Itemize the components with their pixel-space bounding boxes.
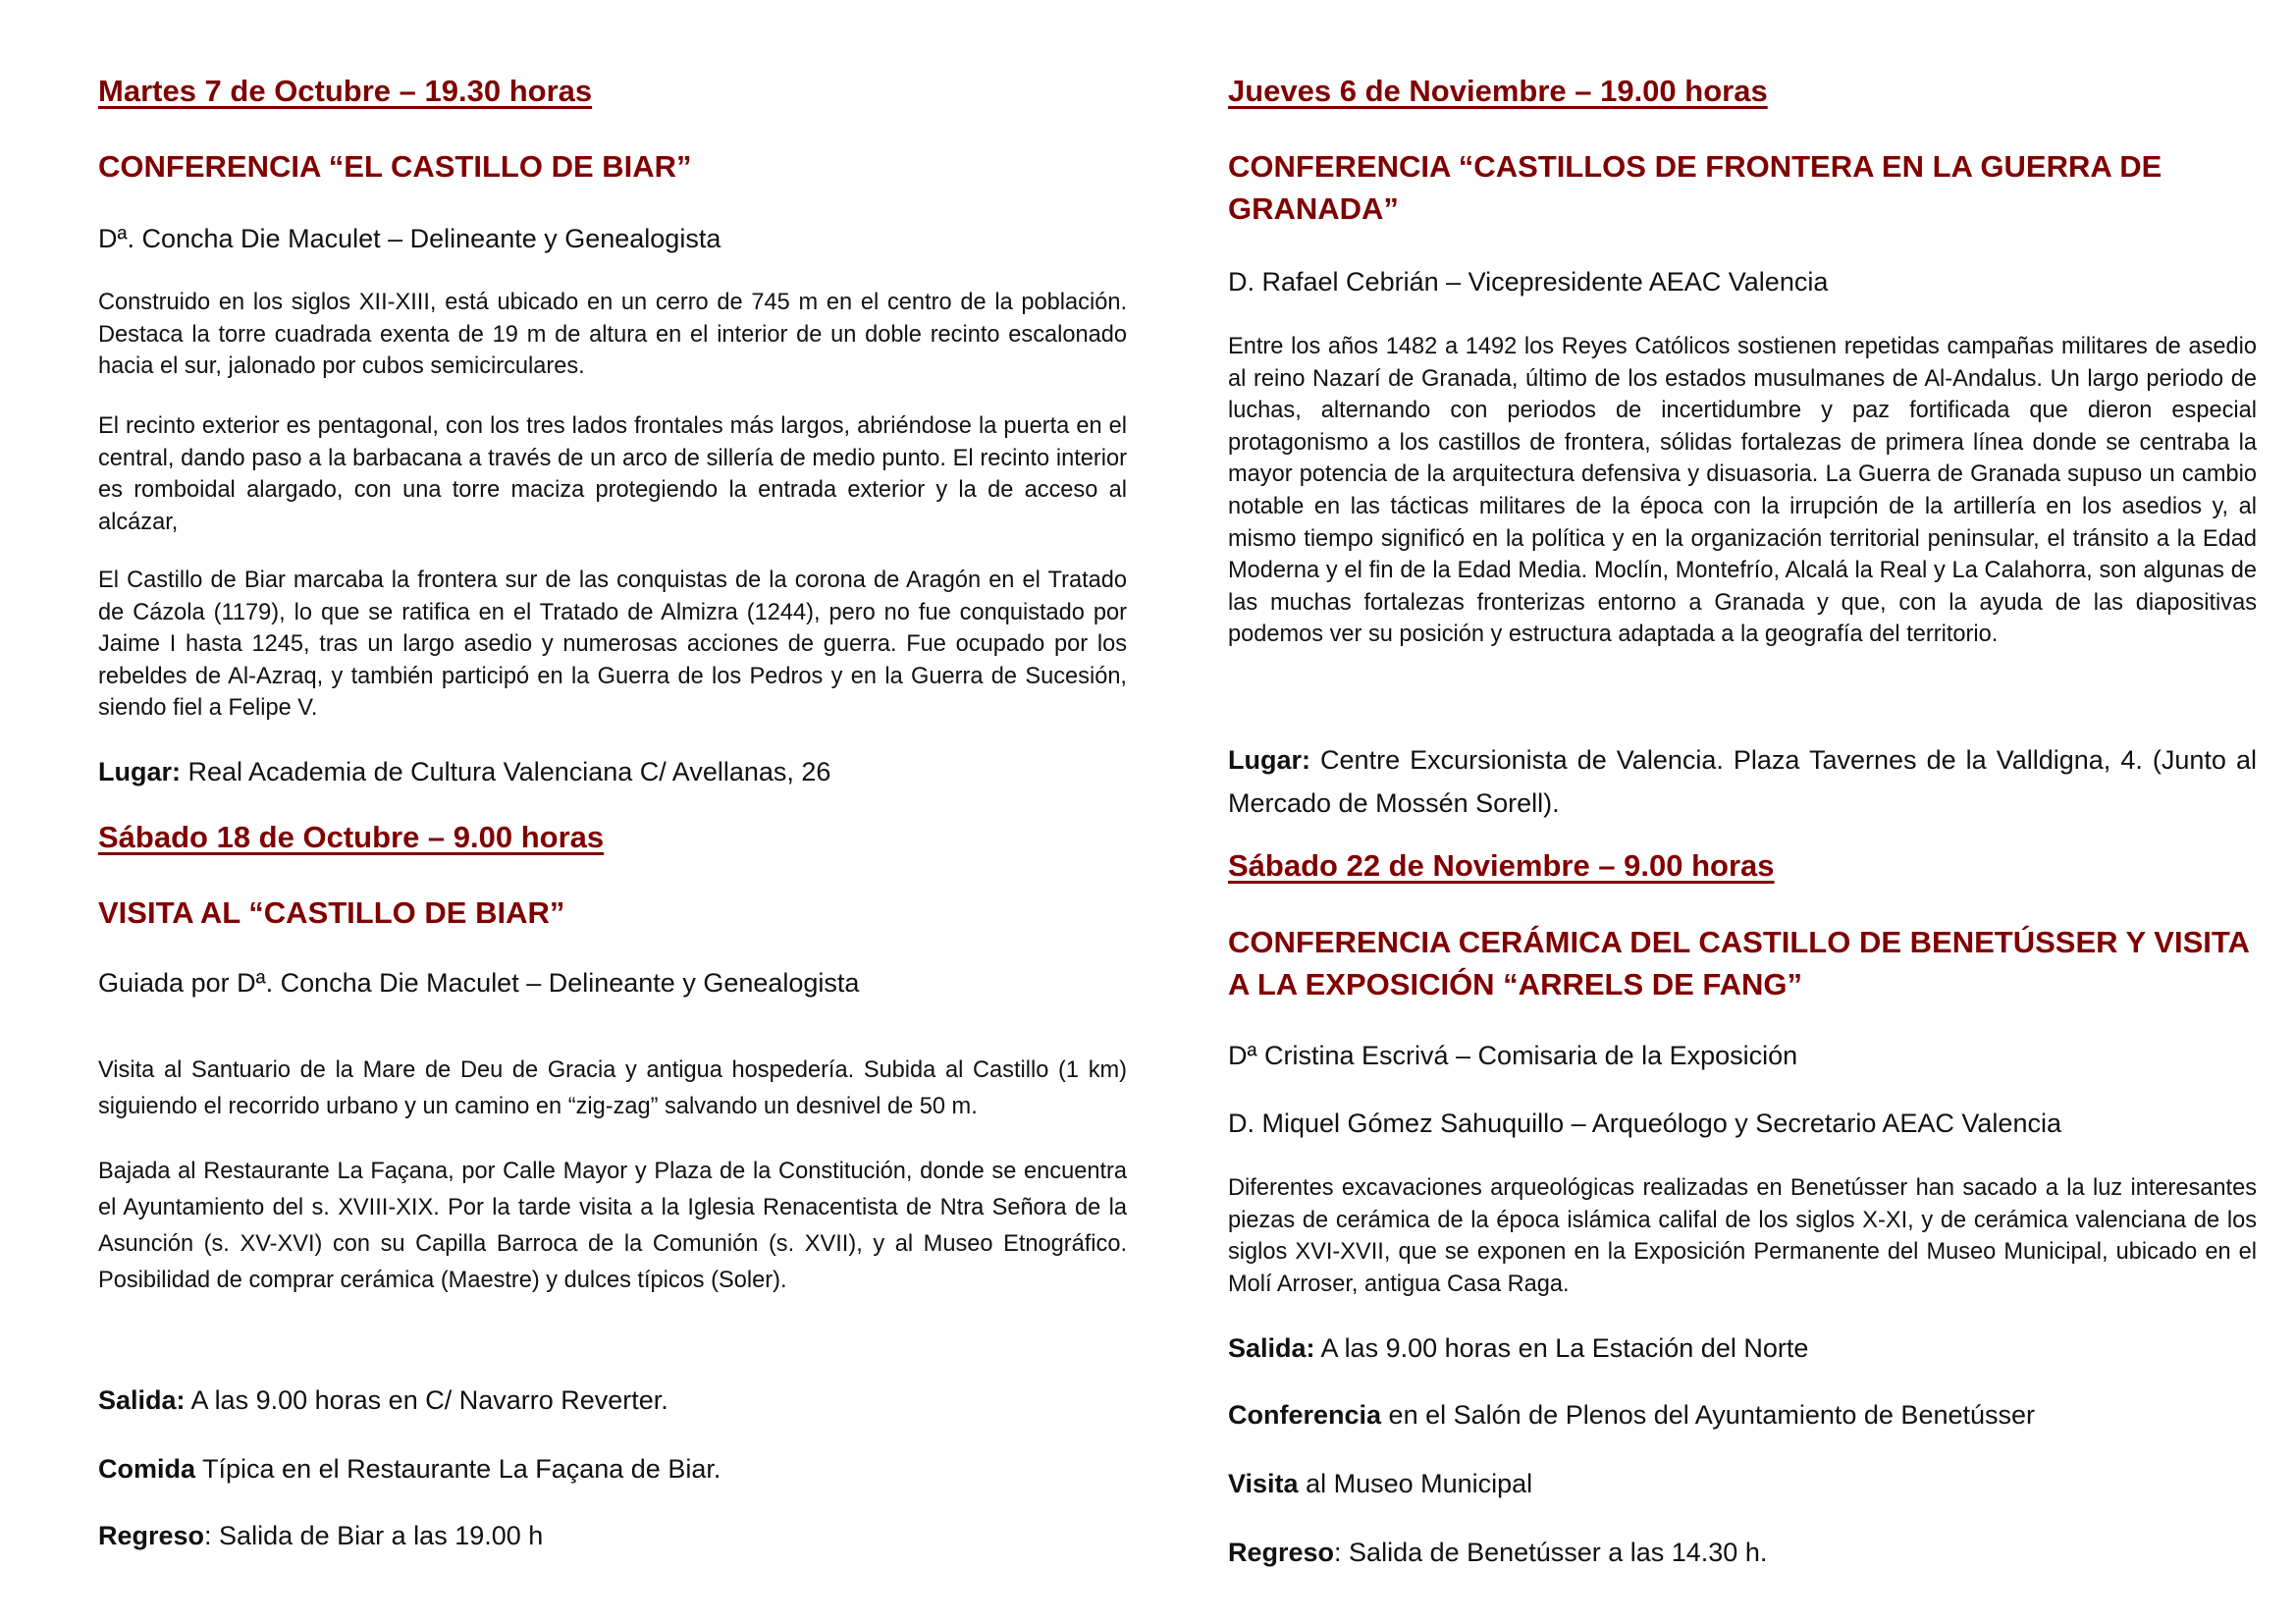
event-departure: [98, 1379, 1127, 1422]
return-label: Regreso: [98, 1521, 205, 1550]
event-title: CONFERENCIA “EL CASTILLO DE BIAR”: [98, 149, 692, 184]
return-label: Regreso: [1228, 1538, 1335, 1567]
event-paragraph: El Castillo de Biar marcaba la frontera sur de las conquistas de la corona de Aragón en el Tratado de Cázola (1179), lo que se ratifica en el Tratado de Almizra (1244), pero no fue conquistado por Jaime I hasta 1245, tras un largo asedio y numerosas acciones de guerra. Fue ocupado por los rebeldes de Al-Azraq, y también participó en la Guerra de los Pedros y en la Guerra de Sucesión, siendo fiel a Felipe V.: [98, 568, 1127, 722]
return-value: : Salida de Benetússer a las 14.30 h.: [1334, 1538, 1768, 1567]
event-date: Sábado 18 de Octubre – 9.00 horas: [98, 820, 605, 854]
event-speaker: Dª. Concha Die Maculet – Delineante y Genealogista: [98, 224, 721, 253]
event-paragraph: Bajada al Restaurante La Façana, por Calle Mayor y Plaza de la Constitución, donde se encuentra el Ayuntamiento del s. XVIII-XIX. Por la tarde visita a la Iglesia Renacentista de Ntra Señora de la Asunción (s. XV-XVI) con su Capilla Barroca de la Comunión (s. XVII), y al Museo Etnográfico. Posibilidad de comprar cerámica (Maestre) y dulces típicos (Soler).: [98, 1159, 1127, 1293]
event-title: CONFERENCIA CERÁMICA DEL CASTILLO DE BENETÚSSER Y VISITA A LA EXPOSICIÓN “ARRELS DE FANG”: [1228, 925, 2249, 1001]
event-title: VISITA AL “CASTILLO DE BIAR”: [98, 895, 565, 930]
event-date: Jueves 6 de Noviembre – 19.00 horas: [1228, 74, 1768, 108]
event-location: [98, 750, 1127, 793]
departure-label: Salida:: [98, 1385, 186, 1415]
event-departure: [1228, 1326, 2257, 1370]
event-speaker: D. Miquel Gómez Sahuquillo – Arqueólogo y Secretario AEAC Valencia: [1228, 1109, 2061, 1138]
event-guide: Guiada por Dª. Concha Die Maculet – Delineante y Genealogista: [98, 968, 860, 998]
event-paragraph: Visita al Santuario de la Mare de Deu de Gracia y antigua hospedería. Subida al Castillo (1 km) siguiendo el recorrido urbano y un camino en “zig-zag” salvando un desnivel de 50 m.: [98, 1057, 1127, 1119]
departure-value: A las 9.00 horas en C/ Navarro Reverter.: [185, 1385, 668, 1415]
return-value: : Salida de Biar a las 19.00 h: [204, 1521, 544, 1550]
event-location: [1228, 738, 2257, 825]
departure-value: A las 9.00 horas en La Estación del Norte: [1314, 1333, 1809, 1363]
event-return: [1228, 1531, 2257, 1574]
location-value: Centre Excursionista de Valencia. Plaza Tavernes de la Valldigna, 4. (Junto al Mercado de Mossén Sorell).: [1228, 745, 2257, 818]
event-date: Martes 7 de Octubre – 19.30 horas: [98, 74, 593, 108]
conference-value: en el Salón de Plenos del Ayuntamiento de Benetússer: [1381, 1400, 2036, 1430]
event-meal: [98, 1447, 1127, 1490]
event-paragraph: Entre los años 1482 a 1492 los Reyes Católicos sostienen repetidas campañas militares de asedio al reino Nazarí de Granada, último de los estados musulmanes de Al-Andalus. Un largo periodo de luchas, alternando con periodos de incertidumbre y paz fortificada que dieron especial protagonismo a los castillos de frontera, sólidas fortalezas de primera línea donde se centraba la mayor potencia de la arquitectura defensiva y disuasoria. La Guerra de Granada supuso un cambio notable en las tácticas militares de la época con la irrupción de la artillería en los asedios y, al mismo tiempo significó en la política y en la organización territorial peninsular, el tránsito a la Edad Moderna y el fin de la Edad Media. Moclín, Montefrío, Alcalá la Real y La Calahorra, son algunas de las muchas fortalezas fronterizas entorno a Granada y que, con la ayuda de las diapositivas podemos ver su posición y estructura adaptada a la geografía del territorio.: [1228, 334, 2257, 648]
event-paragraph: Construido en los siglos XII-XIII, está ubicado en un cerro de 745 m en el centro de la población. Destaca la torre cuadrada exenta de 19 m de altura en el interior de un doble recinto escalonado hacia el sur, jalonado por cubos semicirculares.: [98, 290, 1127, 380]
visit-value: al Museo Municipal: [1298, 1469, 1533, 1498]
event-return: [98, 1514, 1127, 1557]
event-speaker: D. Rafael Cebrián – Vicepresidente AEAC Valencia: [1228, 267, 1829, 297]
visit-label: Visita: [1228, 1469, 1299, 1498]
event-title: CONFERENCIA “CASTILLOS DE FRONTERA EN LA GUERRA DE GRANADA”: [1228, 149, 2163, 226]
event-speaker: Dª Cristina Escrivá – Comisaria de la Exposición: [1228, 1041, 1798, 1070]
departure-label: Salida:: [1228, 1333, 1315, 1363]
location-label: Lugar:: [98, 757, 181, 786]
location-label: Lugar:: [1228, 745, 1310, 775]
conference-label: Conferencia: [1228, 1400, 1382, 1430]
event-paragraph: Diferentes excavaciones arqueológicas realizadas en Benetússer han sacado a la luz interesantes piezas de cerámica de la época islámica califal de los siglos X-XI, y de cerámica valenciana de los siglos XVI-XVII, que se exponen en la Exposición Permanente del Museo Municipal, ubicado en el Molí Arroser, antigua Casa Raga.: [1228, 1175, 2257, 1297]
meal-label: Comida: [98, 1454, 196, 1484]
location-value: Real Academia de Cultura Valenciana C/ Avellanas, 26: [181, 757, 831, 786]
event-paragraph: El recinto exterior es pentagonal, con los tres lados frontales más largos, abriéndose la puerta en el central, dando paso a la barbacana a través de un arco de sillería de medio punto. El recinto interior es romboidal alargado, con una torre maciza protegiendo la entrada exterior y la de acceso al alcázar,: [98, 413, 1127, 535]
event-conference: [1228, 1393, 2257, 1436]
event-visit: [1228, 1462, 2257, 1505]
event-date: Sábado 22 de Noviembre – 9.00 horas: [1228, 848, 1775, 883]
meal-value: Típica en el Restaurante La Façana de Biar.: [195, 1454, 721, 1484]
